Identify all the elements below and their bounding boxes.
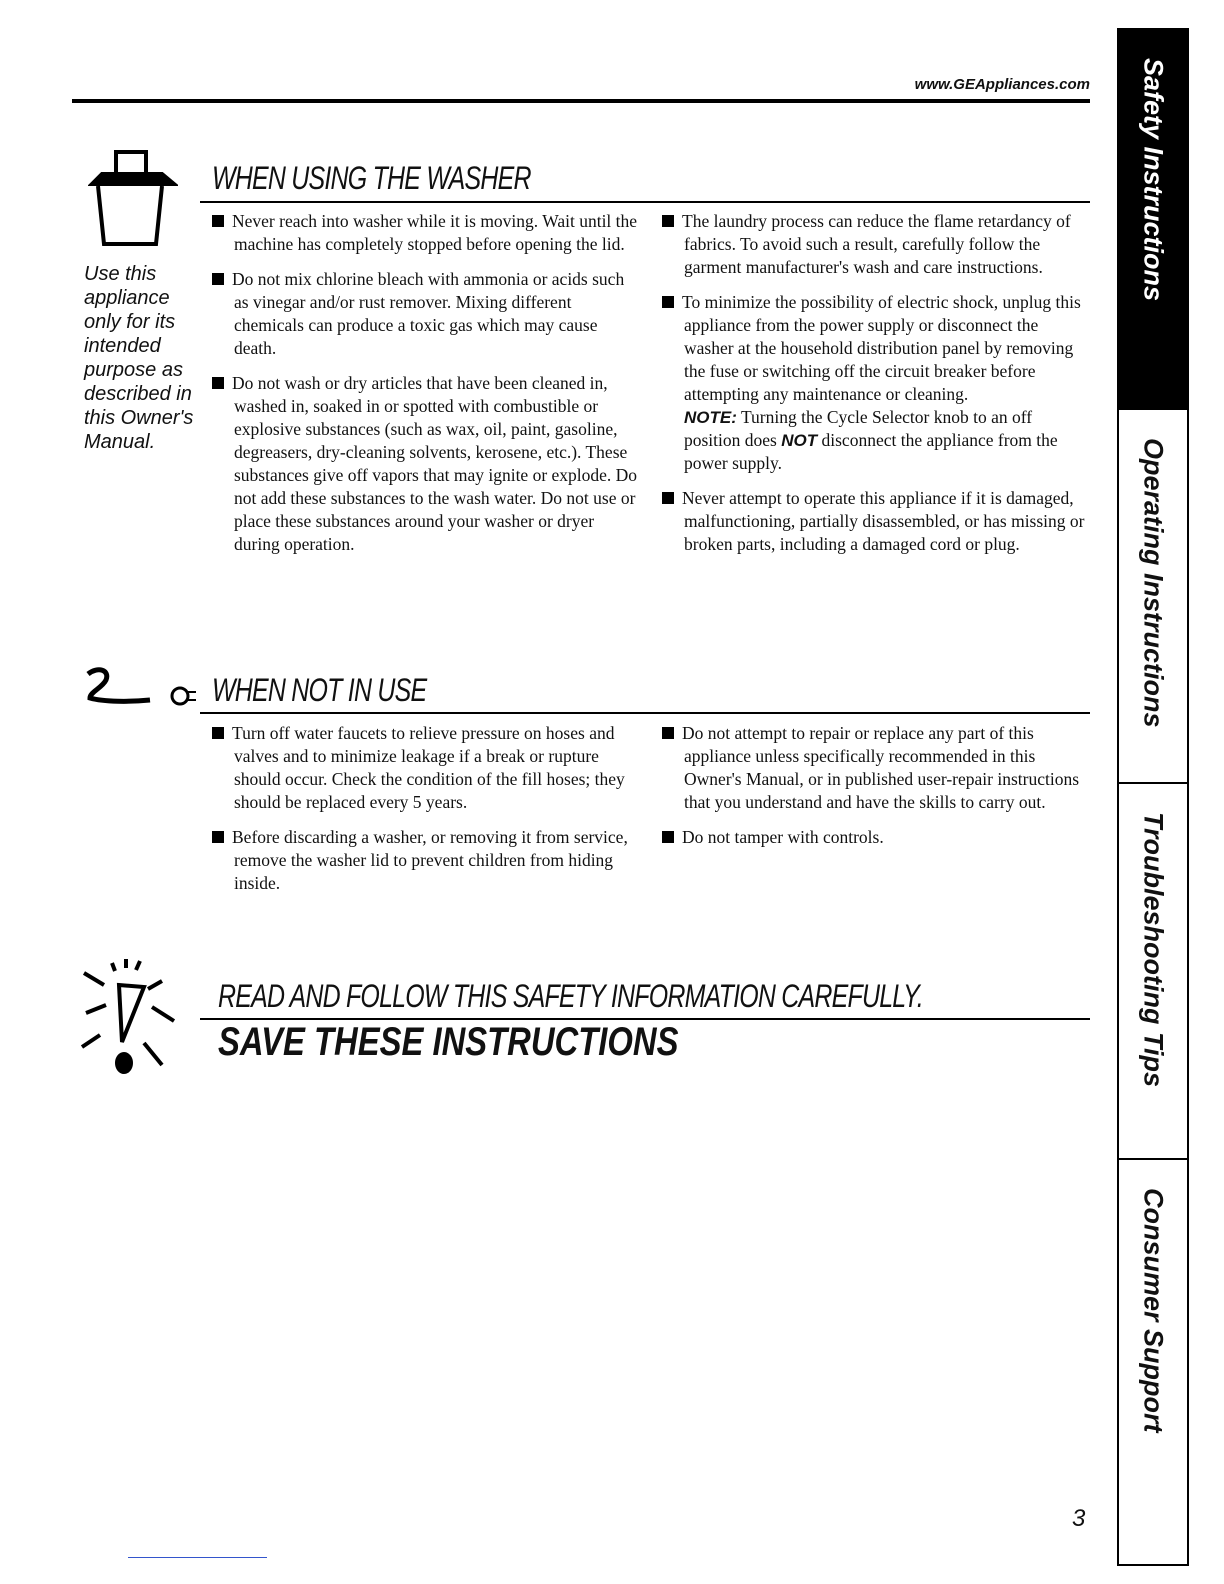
bullet-item: Do not tamper with controls.	[662, 826, 1087, 849]
bullet-item: Never attempt to operate this appliance if it is damaged, malfunctioning, partially disassembled, or has missing or broken parts, including a damaged cord or plug.	[662, 487, 1087, 556]
bullet-item: The laundry process can reduce the flame retardancy of fabrics. To avoid such a result, carefully follow the garment manufacturer's wash and care instructions.	[662, 210, 1087, 279]
section-heading-using: WHEN USING THE WASHER	[212, 160, 531, 196]
bullet-item: To minimize the possibility of electric shock, unplug this appliance from the power supply or disconnect the washer at the household distribution panel by removing the fuse or switching off the circuit breaker before attempting any maintenance or cleaning.	[662, 291, 1087, 406]
bullet-item: Before discarding a washer, or removing it from service, remove the washer lid to prevent children from hiding inside.	[212, 826, 642, 895]
bullet-item: Do not wash or dry articles that have been cleaned in, washed in, soaked in or spotted with combustible or explosive substances (such as wax, oil, paint, gasoline, degreasers, dry-cleaning solvents, kerosene, etc.). These substances give off vapors that may ignite or explode. Do not add these substances to the wash water. Do not use or place these substances around your washer or dryer during operation.	[212, 372, 642, 556]
save-instructions-heading: SAVE THESE INSTRUCTIONS	[218, 1020, 679, 1064]
link-underline	[128, 1557, 267, 1558]
using-left-column	[212, 210, 642, 568]
usage-note: Use this appliance only for its intended purpose as described in this Owner's Manual.	[84, 263, 194, 453]
bullet-item: Do not mix chlorine bleach with ammonia or acids such as vinegar and/or rust remover. Mixing different chemicals can produce a toxic gas which may cause death.	[212, 268, 642, 360]
exclamation-icon	[74, 955, 194, 1080]
note: NOTE: Turning the Cycle Selector knob to an off position does NOT disconnect the appliance from the power supply.	[684, 407, 1058, 473]
plug-icon	[80, 664, 200, 714]
using-right-column	[662, 210, 1087, 568]
section-rule	[200, 712, 1090, 714]
tab-safety-instructions[interactable]: Safety Instructions	[1119, 30, 1187, 410]
bullet-item: Do not attempt to repair or replace any part of this appliance unless specifically recommended in this Owner's Manual, or in published user-repair instructions that you understand and have the skills to carry out.	[662, 722, 1087, 814]
washer-icon	[88, 148, 178, 248]
page-number: 3	[1072, 1505, 1086, 1532]
tab-operating-instructions[interactable]: Operating Instructions	[1119, 410, 1187, 784]
bullet-item: Turn off water faucets to relieve pressure on hoses and valves and to minimize leakage if a break or rupture should occur. Check the condition of the fill hoses; they should be replaced every 5 years.	[212, 722, 642, 814]
section-rule	[200, 201, 1090, 203]
website-url: www.GEAppliances.com	[914, 76, 1090, 93]
bullet-item: Never reach into washer while it is moving. Wait until the machine has completely stopped before opening the lid.	[212, 210, 642, 256]
section-heading-not-in-use: WHEN NOT IN USE	[212, 672, 427, 708]
read-and-follow-heading: READ AND FOLLOW THIS SAFETY INFORMATION CAREFULLY.	[218, 978, 923, 1014]
not-in-use-left-column	[212, 722, 642, 907]
tab-consumer-support[interactable]: Consumer Support	[1138, 1188, 1169, 1433]
tab-troubleshooting-tips[interactable]: Troubleshooting Tips	[1119, 784, 1187, 1160]
not-in-use-right-column	[662, 722, 1087, 861]
section-tabs	[1117, 28, 1189, 1566]
header-rule	[72, 99, 1090, 103]
